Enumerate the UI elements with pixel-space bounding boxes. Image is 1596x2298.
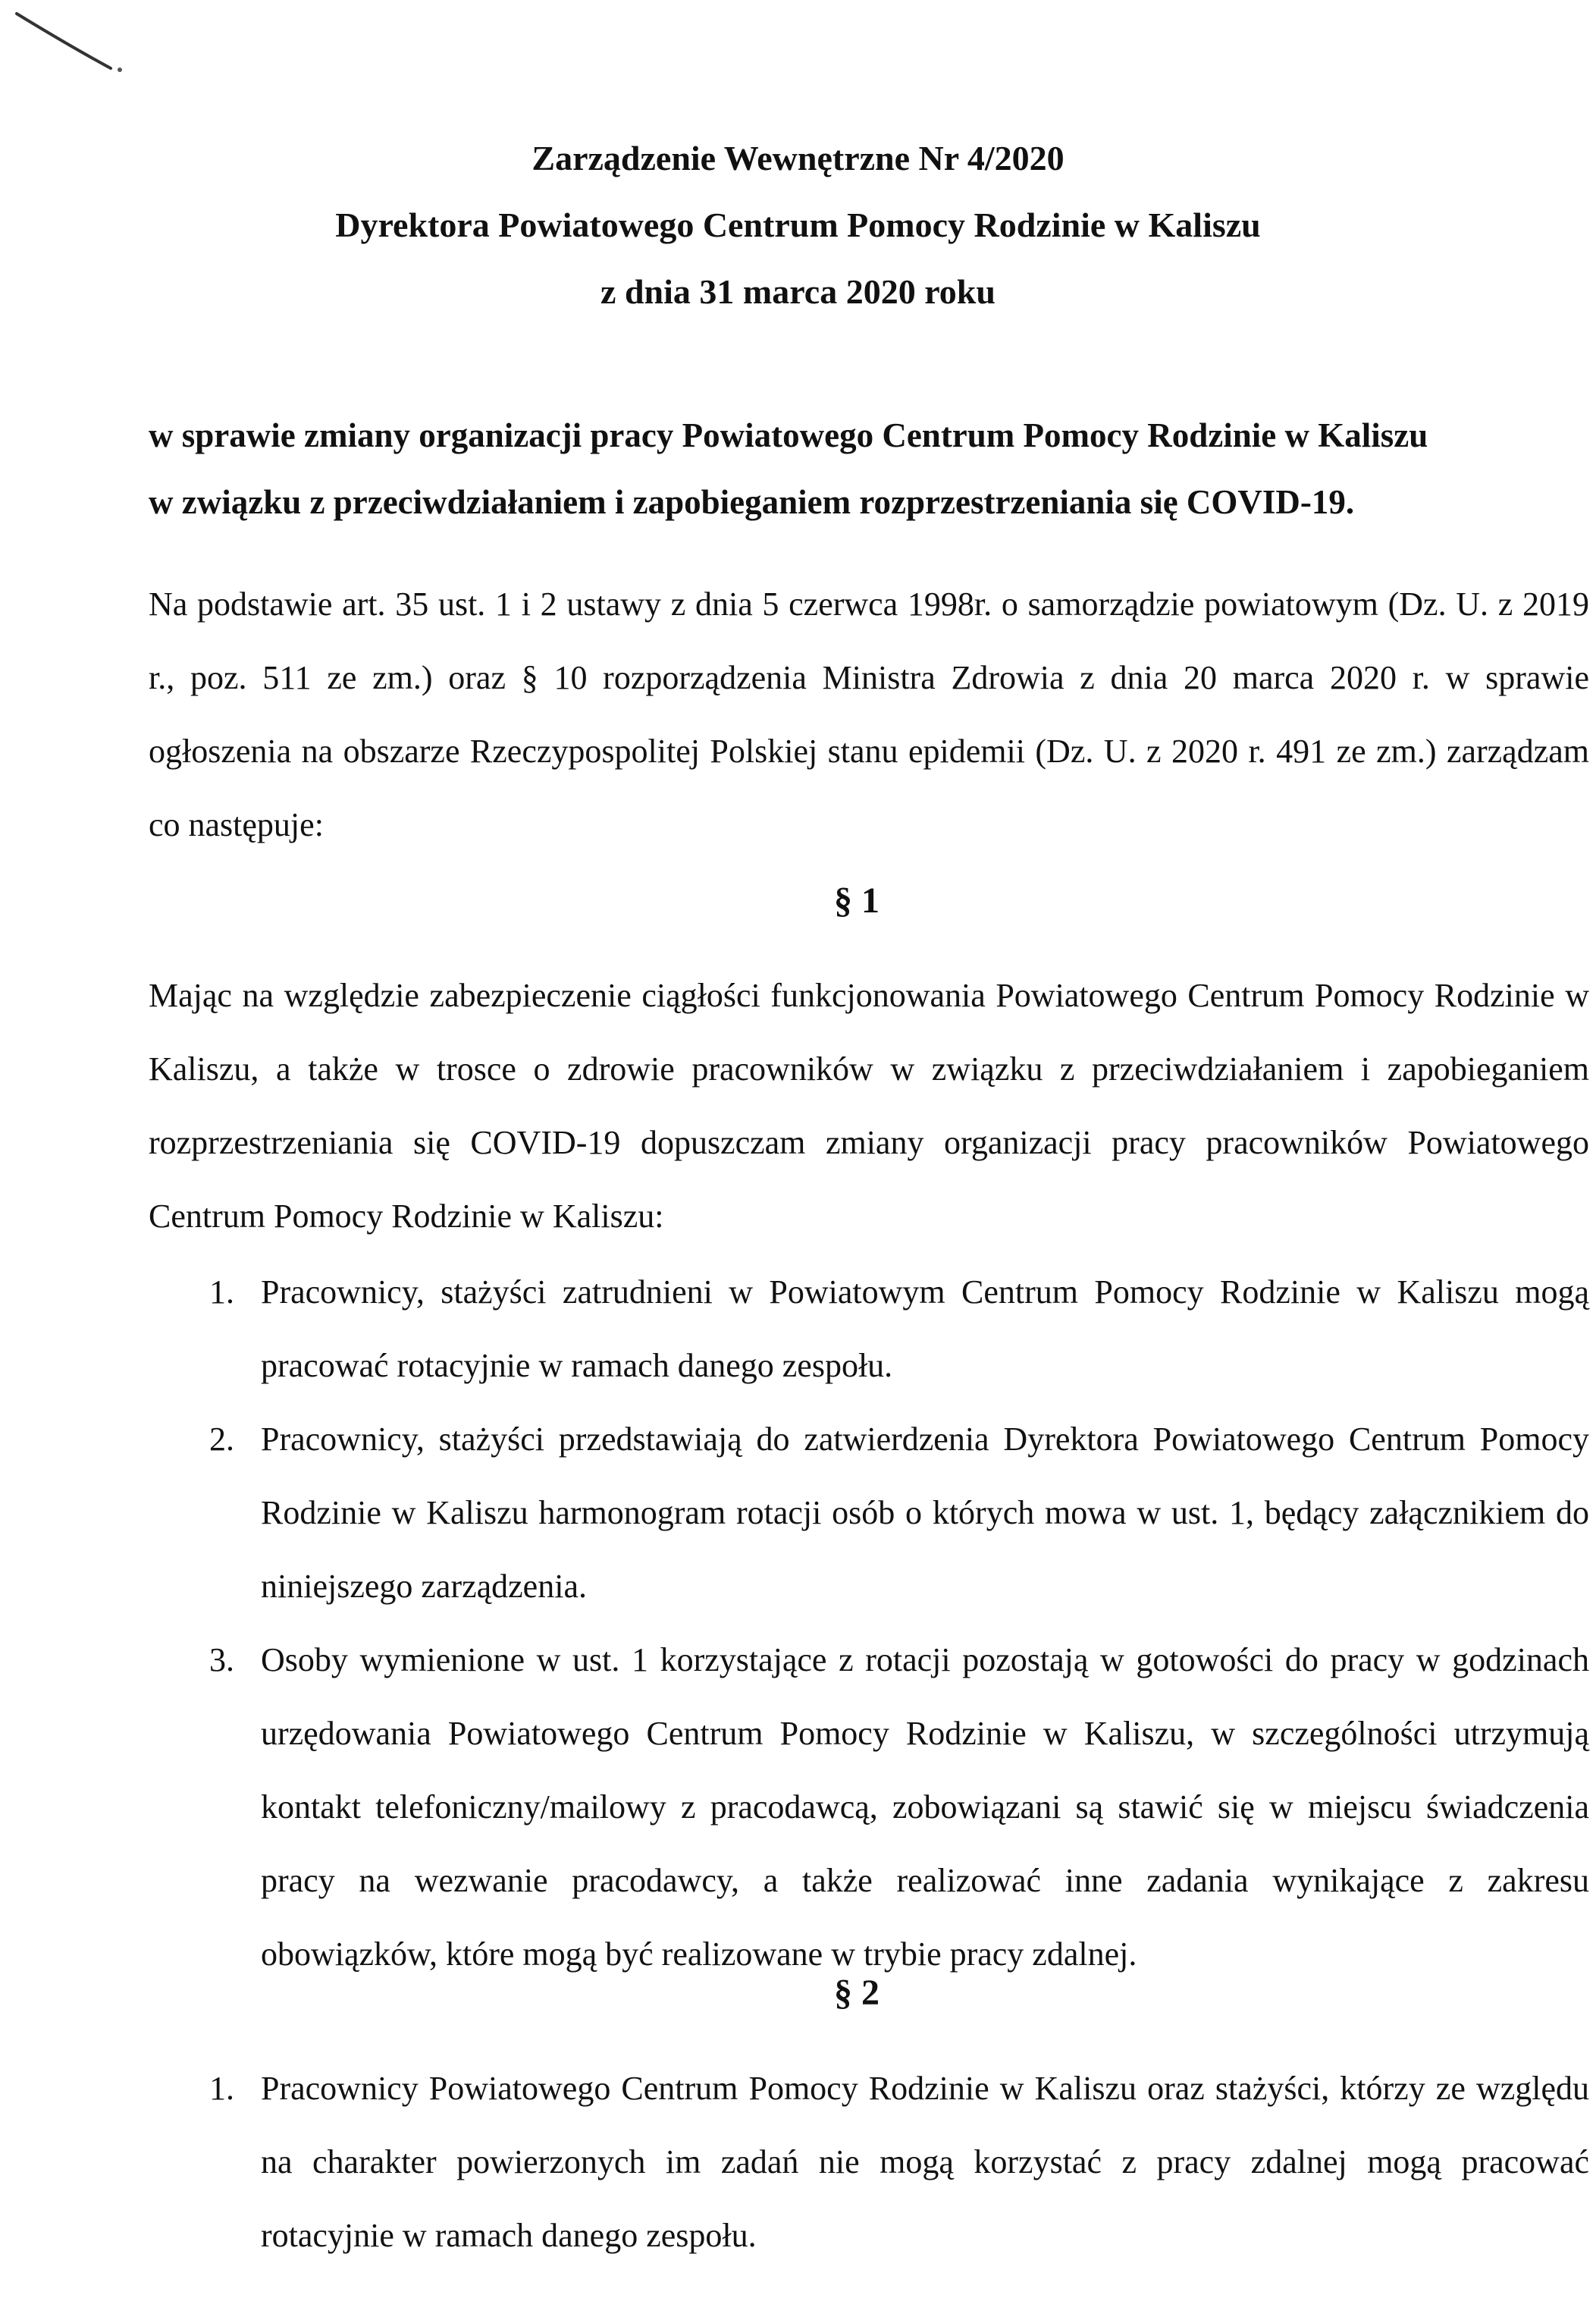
list-item-text: Pracownicy, stażyści zatrudnieni w Powiatowym Centrum Pomocy Rodzinie w Kaliszu mogą pracować rotacyjnie w ramach danego zespołu. [261,1273,1589,1384]
list-item [149,1623,1589,1991]
list-item-number: 1. [209,1273,234,1311]
subject-line-2: w związku z przeciwdziałaniem i zapobieganiem rozprzestrzeniania się COVID-19. [149,483,1355,521]
list-item [149,2052,1589,2272]
list-item-text: Pracownicy, stażyści przedstawiają do zatwierdzenia Dyrektora Powiatowego Centrum Pomocy Rodzinie w Kaliszu harmonogram rotacji osób o których mowa w ust. 1, będący załącznikiem do niniejszego zarządzenia. [261,1421,1589,1605]
list-item-number: 1. [209,2070,234,2107]
list-item [149,1402,1589,1623]
subject-line-1: w sprawie zmiany organizacji pracy Powiatowego Centrum Pomocy Rodzinie w Kaliszu [149,416,1428,454]
title-line-1: Zarządzenie Wewnętrzne Nr 4/2020 [531,139,1065,177]
pen-stroke-mark [14,9,127,77]
section-1-heading: § 1 [834,881,880,921]
list-item-number: 3. [209,1641,234,1678]
list-item-number: 2. [209,1421,234,1458]
title-line-3: z dnia 31 marca 2020 roku [600,272,996,311]
section-1-intro: Mając na względzie zabezpieczenie ciągłości funkcjonowania Powiatowego Centrum Pomocy Rodzinie w Kaliszu, a także w trosce o zdrowie pracowników w związku z przeciwdziałaniem i zapobieganiem rozprzestrzeniania się COVID-19 dopuszczam zmiany organizacji pracy pracowników Powiatowego Centrum Pomocy Rodzinie w Kaliszu: [149,977,1589,1235]
title-line-2: Dyrektora Powiatowego Centrum Pomocy Rodzinie w Kaliszu [335,206,1261,244]
list-item-text: Pracownicy Powiatowego Centrum Pomocy Rodzinie w Kaliszu oraz stażyści, którzy ze względu na charakter powierzonych im zadań nie mogą korzystać z pracy zdalnej mogą pracować rotacyjnie w ramach danego zespołu. [261,2070,1589,2254]
list-item [149,1255,1589,1402]
section-1-list [149,1255,1589,1991]
preamble: Na podstawie art. 35 ust. 1 i 2 ustawy z dnia 5 czerwca 1998r. o samorządzie powiatowym (Dz. U. z 2019 r., poz. 511 ze zm.) oraz § 10 rozporządzenia Ministra Zdrowia z dnia 20 marca 2020 r. w sprawie ogłoszenia na obszarze Rzeczypospolitej Polskiej stanu epidemii (Dz. U. z 2020 r. 491 ze zm.) zarządzam co następuje: [149,585,1589,843]
section-2-heading: § 2 [834,1973,880,2013]
list-item-text: Osoby wymienione w ust. 1 korzystające z rotacji pozostają w gotowości do pracy w godzinach urzędowania Powiatowego Centrum Pomocy Rodzinie w Kaliszu, w szczególności utrzymują kontakt telefoniczny/mailowy z pracodawcą, zobowiązani są stawić się w miejscu świadczenia pracy na wezwanie pracodawcy, a także realizować inne zadania wynikające z zakresu obowiązków, które mogą być realizowane w trybie pracy zdalnej. [261,1641,1589,1973]
section-2-list [149,2052,1589,2272]
